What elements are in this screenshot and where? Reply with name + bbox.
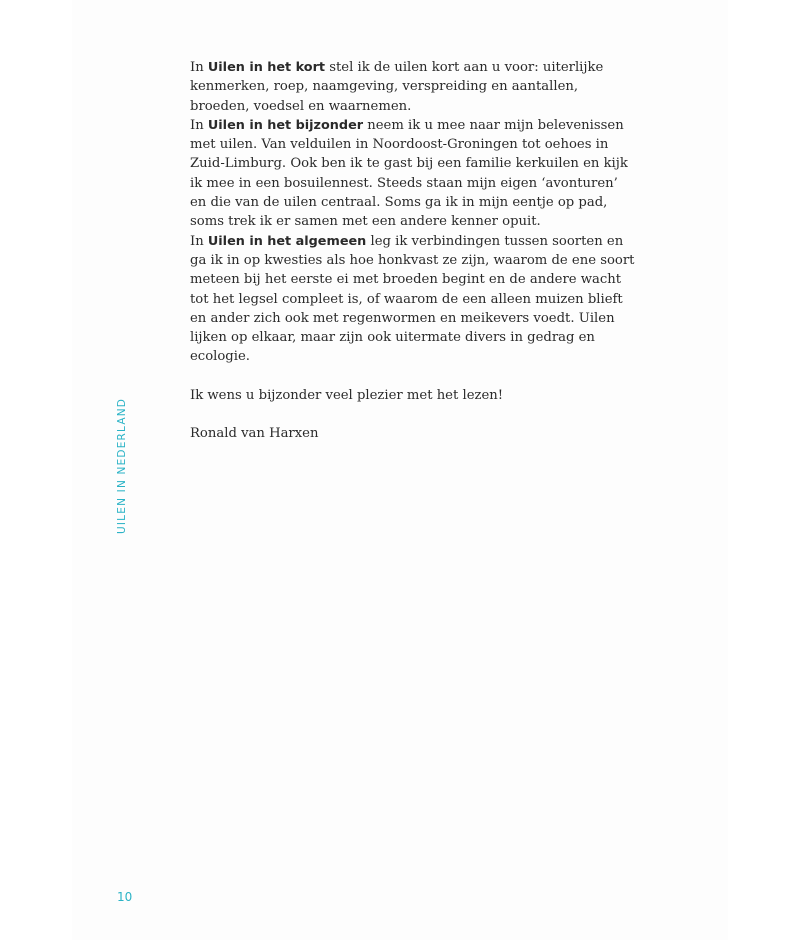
page-number: 10 [117,890,133,904]
body-text [190,58,635,443]
paragraph-uilen-in-het-kort [190,58,635,116]
section-name-uilen-in-het-algemeen: Uilen in het algemeen [207,233,367,249]
paragraph-text: neem ik u mee naar mijn belevenissen met uilen. Van velduilen in Noordoost-Groningen tot oehoes in Zuid-Limburg. Ook ben ik te gast bij een familie kerkuilen en kijk ik mee in een bosuilennest. Steeds staan mijn eigen ‘avonturen’ en die van de uilen centraal. Soms ga ik in mijn eentje op pad, soms trek ik er samen met een andere kenner opuit. [190,117,628,230]
paragraph-uilen-in-het-algemeen [190,232,635,367]
paragraph-text: leg ik verbindingen tussen soorten en ga ik in op kwesties als hoe honkvast ze zijn, waarom de ene soort meteen bij het eerste ei met broeden begint en de andere wacht tot het legsel compleet is, of waarom de een alleen muizen blieft en ander zich ook met regenwormen en meikevers voedt. Uilen lijken op elkaar, maar zijn ook uitermate divers in gedrag en ecologie. [190,233,635,365]
paragraph-lead: In [190,60,208,75]
section-name-uilen-in-het-bijzonder: Uilen in het bijzonder [207,117,364,133]
closing-line: Ik wens u bijzonder veel plezier met het lezen! [190,387,504,403]
paragraph-uilen-in-het-bijzonder [190,116,635,232]
paragraph-lead: In [190,117,208,133]
paragraph-text: stel ik de uilen kort aan u voor: uiterlijke kenmerken, roep, naamgeving, verspreiding en aantallen, broeden, voedsel en waarnemen. [190,60,604,114]
running-head-vertical: UILEN IN NEDERLAND [116,397,128,534]
section-name-uilen-in-het-kort: Uilen in het kort [207,60,326,75]
paragraph-lead: In [190,233,208,249]
author-signature: Ronald van Harxen [190,426,319,442]
